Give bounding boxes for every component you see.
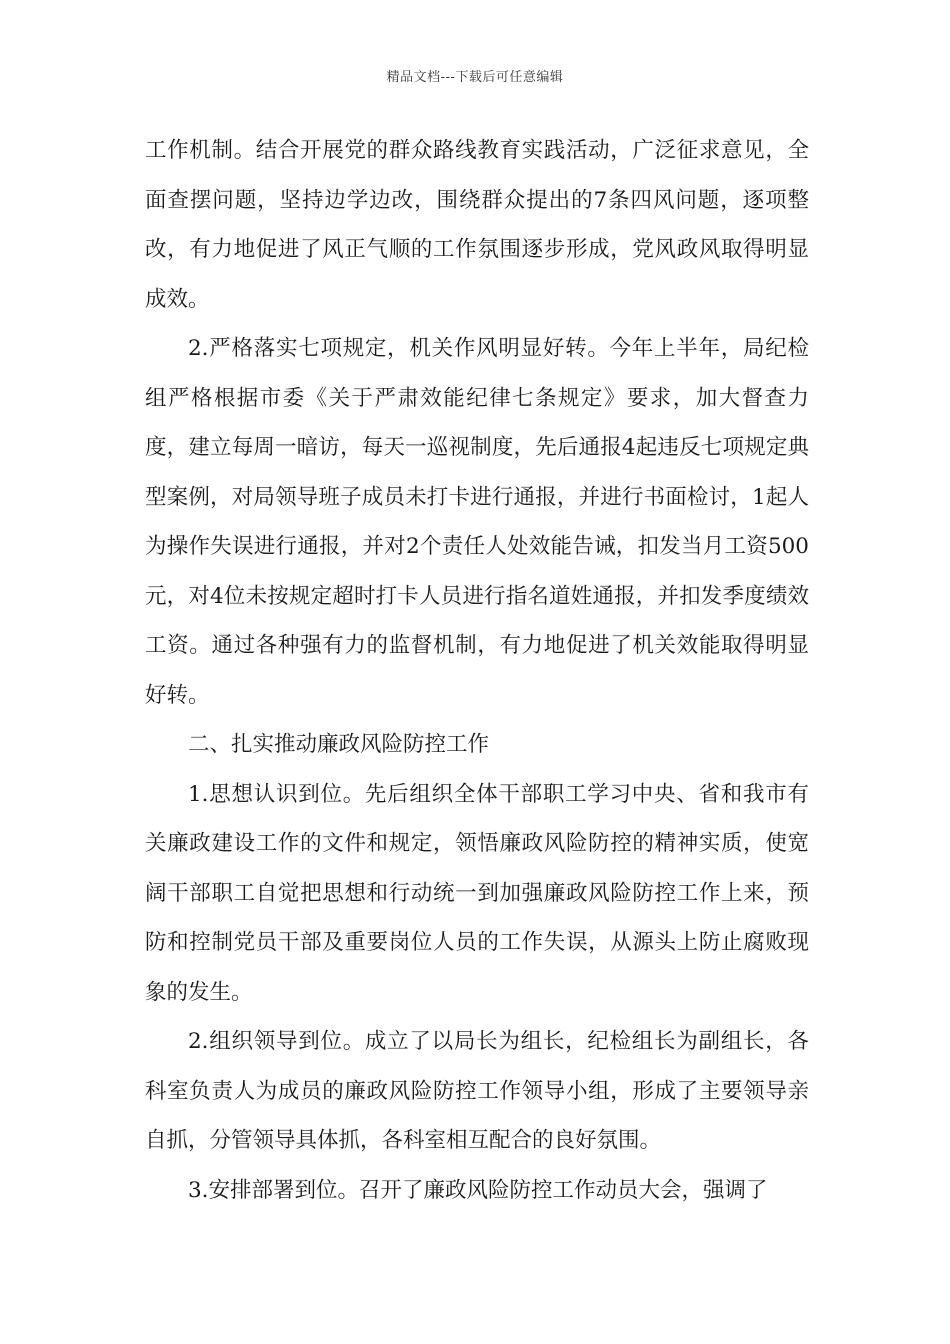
paragraph-2: 2.严格落实七项规定，机关作风明显好转。今年上半年，局纪检组严格根据市委《关于严肃效能纪律七条规定》要求，加大督查力度，建立每周一暗访，每天一巡视制度，先后通报4起违反七项规定典型案例，对局领导班子成员未打卡进行通报，并进行书面检讨，1起人为操作失误进行通报，并对2个责任人处效能告诫，扣发当月工资500元，对4位未按规定超时打卡人员进行指名道姓通报，并扣发季度绩效工资。通过各种强有力的监督机制，有力地促进了机关效能取得明显好转。 (145, 336, 809, 708)
paragraph-4: 2.组织领导到位。成立了以局长为组长，纪检组长为副组长，各科室负责人为成员的廉政风险防控工作领导小组，形成了主要领导亲自抓，分管领导具体抓，各科室相互配合的良好氛围。 (145, 1029, 809, 1153)
section-heading: 二、扎实推动廉政风险防控工作 (188, 732, 490, 757)
page-header: 精品文档---下载后可任意编辑 (386, 70, 564, 85)
paragraph-1: 工作机制。结合开展党的群众路线教育实践活动，广泛征求意见，全面查摆问题，坚持边学边改，围绕群众提出的7条四风问题，逐项整改，有力地促进了风正气顺的工作氛围逐步形成，党风政风取得明显成效。 (145, 138, 809, 312)
document-body (145, 126, 809, 1215)
paragraph-3: 1.思想认识到位。先后组织全体干部职工学习中央、省和我市有关廉政建设工作的文件和规定，领悟廉政风险防控的精神实质，使宽阔干部职工自觉把思想和行动统一到加强廉政风险防控工作上来，预防和控制党员干部及重要岗位人员的工作失误，从源头上防止腐败现象的发生。 (145, 781, 809, 1005)
paragraph-5: 3.安排部署到位。召开了廉政风险防控工作动员大会，强调了 (188, 1177, 768, 1203)
